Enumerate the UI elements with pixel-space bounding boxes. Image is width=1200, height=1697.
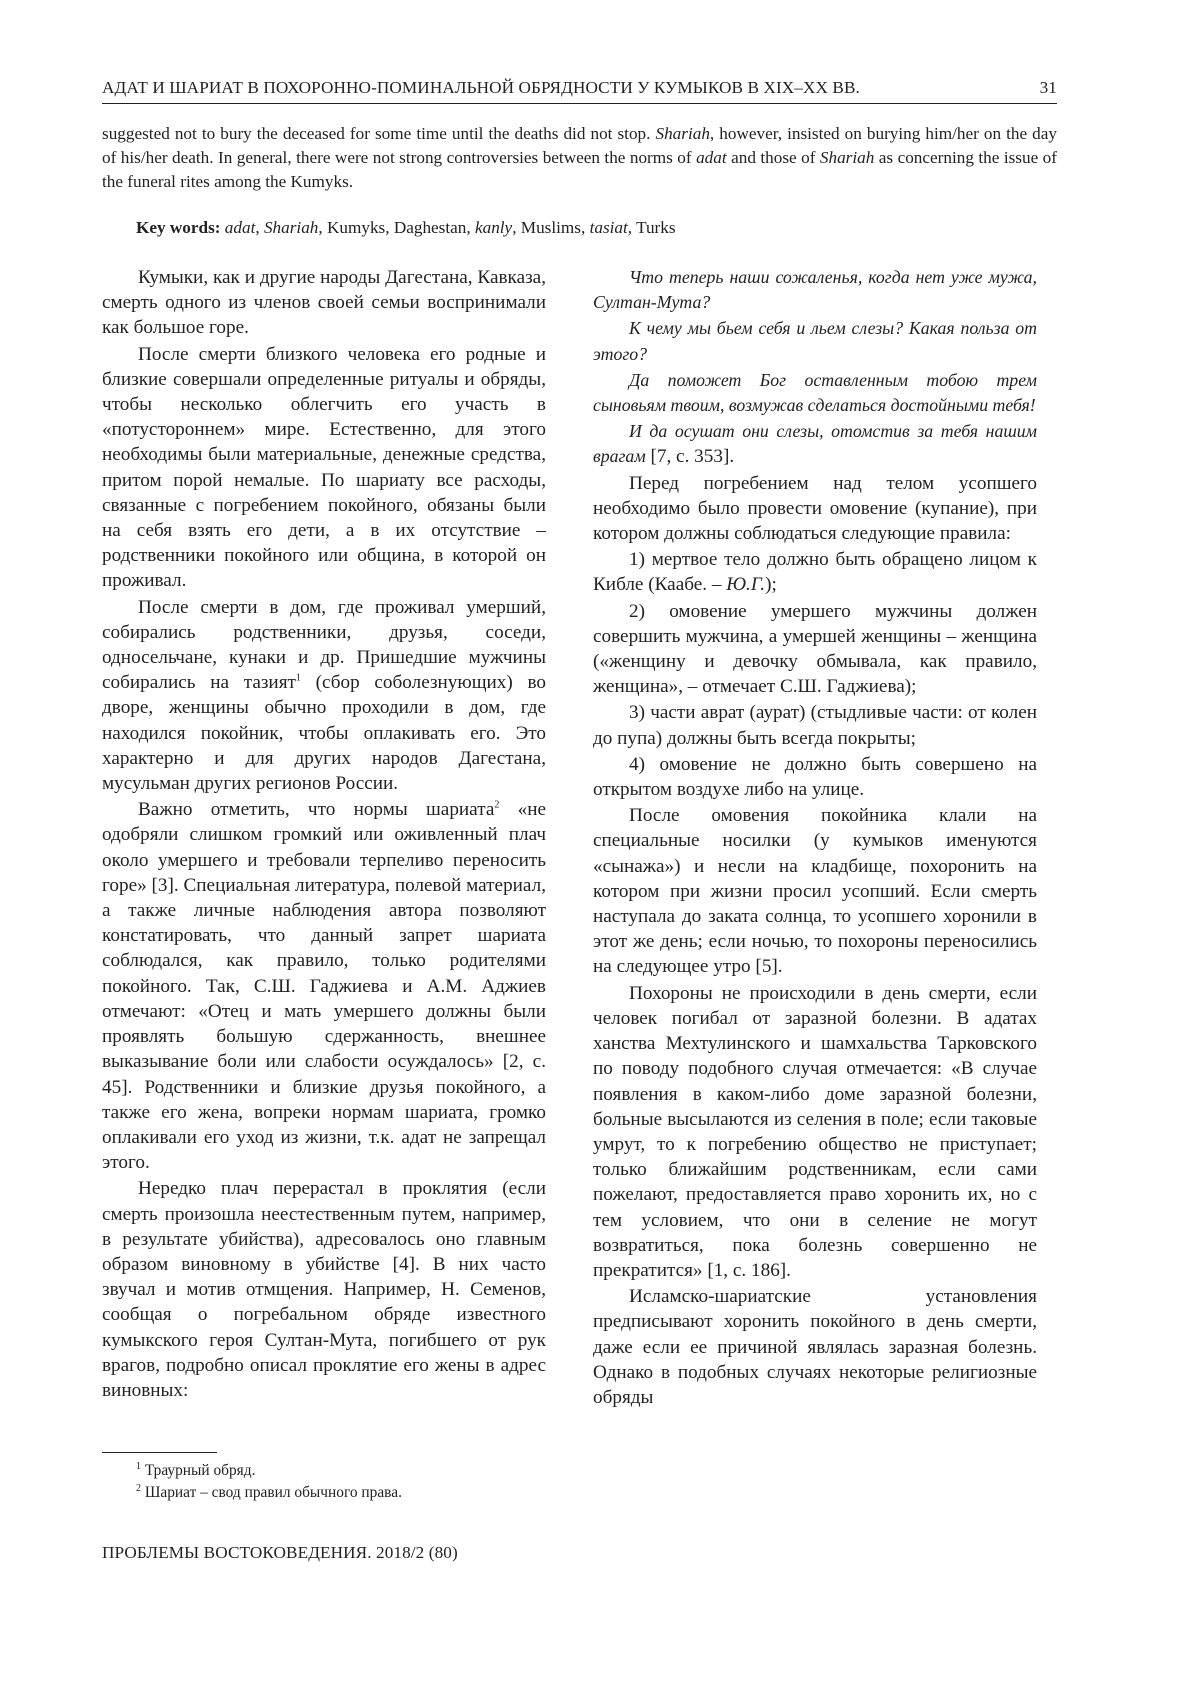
abstract <box>102 122 1057 194</box>
footnote-rule <box>102 1452 217 1453</box>
keywords: Key words: adat, Shariah, Kumyks, Daghestan, kanly, Muslims, tasiat, Turks <box>136 218 676 237</box>
poem-line: К чему мы бьем себя и льем слезы? Какая польза от этого? <box>593 318 1037 364</box>
header-rule <box>102 103 1057 104</box>
footnote: $^1$ Траурный обряд. <box>136 1460 256 1479</box>
paragraph: Кумыки, как и другие народы Дагестана, Кавказа, смерть одного из членов своей семьи воспринимали как большое горе. <box>102 267 546 339</box>
paragraph: Перед погребением над телом усопшего необходимо было провести омовение (купание), при котором должны соблюдаться следующие правила: <box>593 472 1037 545</box>
footnote-ref: 1 <box>295 672 301 684</box>
list-item: 1) мертвое тело должно быть обращено лицом к Кибле (Каабе. – Ю.Г.); <box>593 549 1037 596</box>
paragraph: Нередко плач перерастал в проклятия (если смерть произошла неестественным путем, например, в результате убийства), адресовалось оно главным образом виновному в убийстве [4]. В них часто звучал и мотив отмщения. Например, Н. Семенов, сообщая о погребальном обряде известного кумыкского героя Султан-Мута, погибшего от рук врагов, подробно описал проклятие его жены в адрес виновных: <box>102 1178 546 1401</box>
paragraph: Важно отметить, что нормы шариата$^2$ «не одобряли слишком громкий или оживленный плач около умершего и требовали терпеливо переносить горе» [3]. Специальная литература, полевой материал, а также личные наблюдения автора позволяют констатировать, что данный запрет шариата соблюдался, как правило, только родителями покойного. Так, С.Ш. Гаджиева и А.М. Аджиев отмечают: «Отец и мать умершего должны были проявлять большую сдержанность, внешнее выказывание боли или слабости осуждалось» [2, с. 45]. Родственники и близкие друзья покойного, а также его жена, вопреки нормам шариата, громко оплакивали его уход из жизни, т.к. адат не запрещал этого. <box>102 799 546 1174</box>
running-header <box>102 78 1057 98</box>
page-number: 31 <box>1039 78 1057 97</box>
paragraph: После смерти близкого человека его родные и близкие совершали определенные ритуалы и обряды, чтобы несколько облегчить его участь в «потустороннем» мире. Естественно, для этого необходимы были материальные, денежные средства, притом порой немалые. По шариату все расходы, связанные с погребением покойного, обязаны были на себя взять его дети, а в их отсутствие – родственники покойного или община, в которой он проживал. <box>102 343 546 592</box>
list-item: 2) омовение умершего мужчины должен совершить мужчина, а умершей женщины – женщина («женщину и девочку обмывала, как правило, женщина», – отмечает С.Ш. Гаджиева); <box>593 600 1037 698</box>
abstract-text: suggested not to bury the deceased for some time until the deaths did not stop. Shariah, however, insisted on burying him/her on the day of his/her death. In general, there were not strong controversies between the norms of adat and those of Shariah as concerning the issue of the funeral rites among the Kumyks. <box>102 124 1057 191</box>
poem-line: Что теперь наши сожаленья, когда нет уже мужа, Султан-Мута? <box>593 267 1037 313</box>
paragraph: Исламско-шариатские установления предписывают хоронить покойного в день смерти, даже если ее причиной являлась заразная болезнь. Однако в подобных случаях некоторые религиозные обряды <box>593 1286 1037 1408</box>
footnotes <box>136 1460 636 1504</box>
footnote: $^2$ Шариат – свод правил обычного права. <box>136 1482 402 1501</box>
footnote-ref: 2 <box>494 799 500 811</box>
poem-line: Да поможет Бог оставленным тобою трем сыновьям твоим, возмужав сделаться достойными тебя! <box>593 369 1037 416</box>
header-title: АДАТ И ШАРИАТ В ПОХОРОННО-ПОМИНАЛЬНОЙ ОБРЯДНОСТИ У КУМЫКОВ В XIX–XX ВВ. <box>102 78 860 97</box>
right-column <box>593 265 1037 1410</box>
paragraph: Похороны не происходили в день смерти, если человек погибал от заразной болезни. В адатах ханства Мехтулинского и шамхальства Тарковского по поводу подобного случая отмечается: «В случае появления в каком-либо доме заразной болезни, больные высылаются из селения в поле; если таковые умрут, то к погребению общество не приступает; только ближайшим родственникам, если сами пожелают, предоставляется право хоронить их, но с тем условием, что они в селение не могут возвратиться, пока болезнь совершенно не прекратится» [1, с. 186]. <box>593 982 1037 1281</box>
journal-footer: ПРОБЛЕМЫ ВОСТОКОВЕДЕНИЯ. 2018/2 (80) <box>102 1543 458 1562</box>
paragraph: После омовения покойника клали на специальные носилки (у кумыков именуются «сынажа») и несли на кладбище, похоронить на котором при жизни просил усопший. Если смерть наступала до заката солнца, то усопшего хоронили в этот же день; если ночью, то похороны переносились на следующее утро [5]. <box>593 805 1037 978</box>
keywords-label: Key words: <box>136 218 221 237</box>
list-item: 3) части аврат (аурат) (стыдливые части: от колен до пупа) должны быть всегда покрыты; <box>593 702 1037 749</box>
poem-line: И да осушат они слезы, отомстив за тебя нашим врагам [7, с. 353]. <box>593 421 1037 468</box>
list-item: 4) омовение не должно быть совершено на открытом воздухе либо на улице. <box>593 753 1037 801</box>
left-column <box>102 265 546 1403</box>
paragraph: После смерти в дом, где проживал умерший, собирались родственники, друзья, соседи, односельчане, кунаки и др. Пришедшие мужчины собирались на тазият$^1$ (сбор соболезнующих) во дворе, женщины обычно проходили в дом, где находился покойник, чтобы оплакивать его. Это характерно и для других народов Дагестана, мусульман других регионов России. <box>102 596 546 795</box>
